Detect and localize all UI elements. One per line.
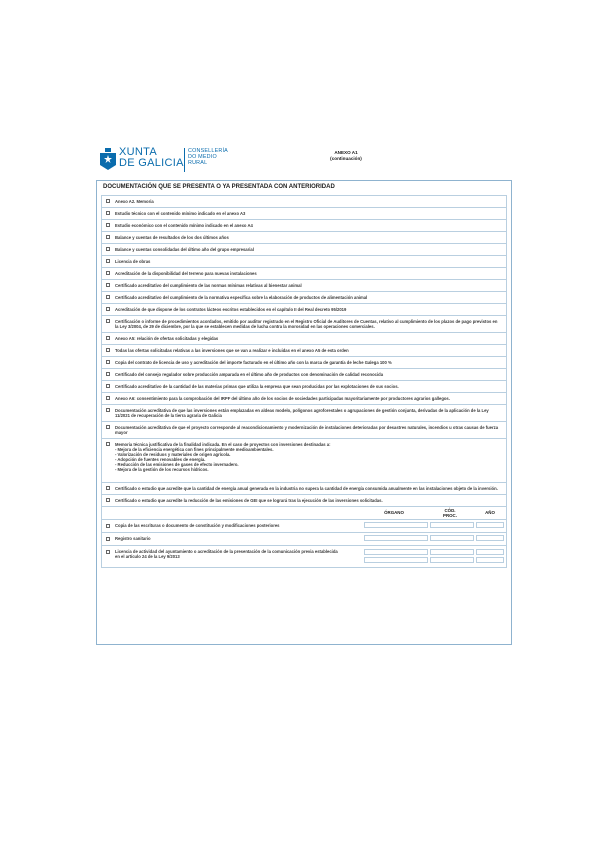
col-ano: AÑO [485,510,495,515]
logo-line1: XUNTA [119,146,157,158]
cod-proc-field[interactable] [430,522,474,528]
sub-item: - Mejora de la eficiencia energética con fines principalmente medioambientales. [115,447,274,452]
list-item [101,357,507,369]
organo-field[interactable] [364,557,428,563]
cod-proc-field[interactable] [430,549,474,555]
list-item [101,280,507,292]
item-label: Copia del contrato de licencia de uso y acreditación del importe facturado en el último año con la marca de garantía de leche Galega 100 % [115,360,392,365]
list-item [101,316,507,333]
item-label: Acreditación de la disponibilidad del terreno para nuevas instalaciones [115,271,257,276]
row-label: Copia de las escrituras o documento de constitución y modificaciones posteriores [115,523,280,528]
checkbox[interactable] [106,283,110,287]
item-label: Certificado acreditativo del cumplimiento de las normas mínimas relativas al bienestar animal [115,283,302,288]
checkbox[interactable] [106,537,110,541]
list-item [101,304,507,316]
annex-label [286,150,406,162]
checkbox[interactable] [106,211,110,215]
item-label: Documentación acreditativa de que las inversiones están emplazadas en aldeas modelo, polígonos agroforestales o agrupaciones de gestión conjunta, derivadas de la aplicación de la Ley 11/2021 de recuperación de la tierra agraria de Galicia [115,408,489,418]
checkbox[interactable] [106,408,110,412]
dept-line1: CONSELLERÍA [188,148,228,154]
checkbox[interactable] [106,442,110,446]
item-label: Certificado del consejo regulador sobre producción amparada en el último año de productos con denominación de calidad reconocida [115,372,384,377]
checkbox[interactable] [106,360,110,364]
item-label: Certificado acreditativo del cumplimiento de la normativa específica sobre la elaboración de productos de alimentación animal [115,295,368,300]
item-label: Anexo A6: consentimiento para la comprobación del IRPF del último año de los socios de sociedades participadas mayoritariamente por productores agrarios gallegos. [115,396,450,401]
item-label: Documentación acreditativa de que el proyecto corresponde al reacondicionamiento y modernización de instalaciones deterioradas por desastres naturales, incendios u otras causas de fuerza mayor [115,425,499,435]
section-title: DOCUMENTACIÓN QUE SE PRESENTA O YA PRESENTADA CON ANTERIORIDAD [103,184,335,190]
list-item [101,256,507,268]
col-organo: ÓRGANO [384,510,404,515]
checkbox[interactable] [106,199,110,203]
sub-item: - Valorización de residuos y materiales de origen agrícola. [115,452,231,457]
list-item [101,405,507,422]
sub-item: - Reducción de las emisiones de gases de efecto invernadero. [115,462,239,467]
row-label: Registro sanitario [115,536,151,541]
item-label: Memoria técnica justificativa de la finalidad indicada. En el caso de proyectos con inversiones destinadas a: [115,442,331,447]
checkbox[interactable] [106,223,110,227]
item-label: Todas las ofertas solicitadas relativas a las inversiones que se van a realizar e incluidas en el anexo A5 de esta orden [115,348,349,353]
table-row [101,546,507,568]
document-header [100,146,520,176]
checkbox[interactable] [106,486,110,490]
checkbox[interactable] [106,319,110,323]
item-label: Certificación o informe de procedimientos acordados, emitido por auditor registrado en el Registro Oficial de Auditores de Cuentas, relativo al cumplimiento de los plazos de pago previstos en la Ley 3/2004, de 29 de diciembre, por la que se establecen medidas de lucha contra la morosidad en las operaciones comerciales. [115,319,498,329]
table-row [101,520,507,533]
list-item [101,195,507,208]
checkbox[interactable] [106,259,110,263]
checkbox[interactable] [106,271,110,275]
checkbox[interactable] [106,372,110,376]
list-item [101,333,507,345]
checkbox[interactable] [106,307,110,311]
item-label: Licencia de obras [115,259,151,264]
annex-title: ANEXO A1 [334,150,358,155]
dept-line3: RURAL [188,160,208,166]
documentation-list [101,195,507,568]
list-item [101,483,507,495]
list-item [101,268,507,280]
checkbox[interactable] [106,524,110,528]
ano-field[interactable] [476,549,504,555]
col-cod-line1: CÓD. [444,508,456,513]
checkbox[interactable] [106,498,110,502]
logo-line2: DE GALICIA [119,157,184,169]
item-label: Certificado o estudio que acredite la reducción de las emisiones de GEI que se logrará tras la ejecución de las inversiones solicitadas. [115,498,383,503]
logo-wordmark [119,147,184,169]
logo-divider [184,148,185,172]
col-cod-line2: PROC. [443,513,457,518]
organo-field[interactable] [364,522,428,528]
item-label: Balance y cuentas de resultados de los dos últimos años [115,235,229,240]
organo-field[interactable] [364,549,428,555]
list-item [101,381,507,393]
list-item [101,220,507,232]
item-label: Anexo A5: relación de ofertas solicitadas y elegidas [115,336,219,341]
checkbox[interactable] [106,235,110,239]
checkbox[interactable] [106,348,110,352]
item-label: Certificado o estudio que acredite que la cantidad de energía anual generada en la industria no supera la cantidad de energía consumida anualmente en las instalaciones objeto de la inversión. [115,486,498,491]
list-item [101,232,507,244]
xunta-logo-icon [100,148,116,170]
list-item [101,292,507,304]
documentation-section [96,180,512,645]
item-label: Anexo A2. Memoria [115,199,154,204]
table-row [101,533,507,546]
list-item [101,495,507,507]
row-label: Licencia de actividad del ayuntamiento o acreditación de la presentación de la comunicación previa establecida en el artículo 24 de la Ley 9/2013 [115,549,338,559]
ano-field[interactable] [476,522,504,528]
list-item [101,244,507,256]
cod-proc-field[interactable] [430,535,474,541]
list-item [101,422,507,439]
list-item [101,393,507,405]
list-item [101,439,507,483]
department-name [188,148,228,166]
cod-proc-field[interactable] [430,557,474,563]
list-item [101,369,507,381]
organo-field[interactable] [364,535,428,541]
checkbox[interactable] [106,550,110,554]
annex-subtitle: (continuación) [330,156,362,161]
checkbox[interactable] [106,425,110,429]
item-label: Acreditación de que dispone de los contratos lácteos escritos establecidos en el capítulo II del Real decreto 95/2019 [115,307,347,312]
ano-field[interactable] [476,557,504,563]
checkbox[interactable] [106,396,110,400]
item-label: Balance y cuentas consolidadas del último año del grupo empresarial [115,247,254,252]
item-label: Certificado acreditativo de la cantidad de las materias primas que utiliza la empresa que sean producidas por las explotaciones de sus socios. [115,384,399,389]
list-item [101,208,507,220]
sub-item: - Mejora de la gestión de los recursos hídricos. [115,467,209,472]
col-cod-proc [430,508,470,518]
table-header [101,507,507,520]
checkbox[interactable] [106,336,110,340]
checkbox[interactable] [106,295,110,299]
list-item [101,345,507,357]
ano-field[interactable] [476,535,504,541]
dept-line2: DO MEDIO [188,154,217,160]
checkbox[interactable] [106,384,110,388]
item-label: Estudio económico con el contenido mínimo indicado en el anexo A4 [115,223,253,228]
sub-item: - Adopción de fuentes renovables de energía. [115,457,206,462]
item-label: Estudio técnico con el contenido mínimo indicado en el anexo A3 [115,211,246,216]
checkbox[interactable] [106,247,110,251]
